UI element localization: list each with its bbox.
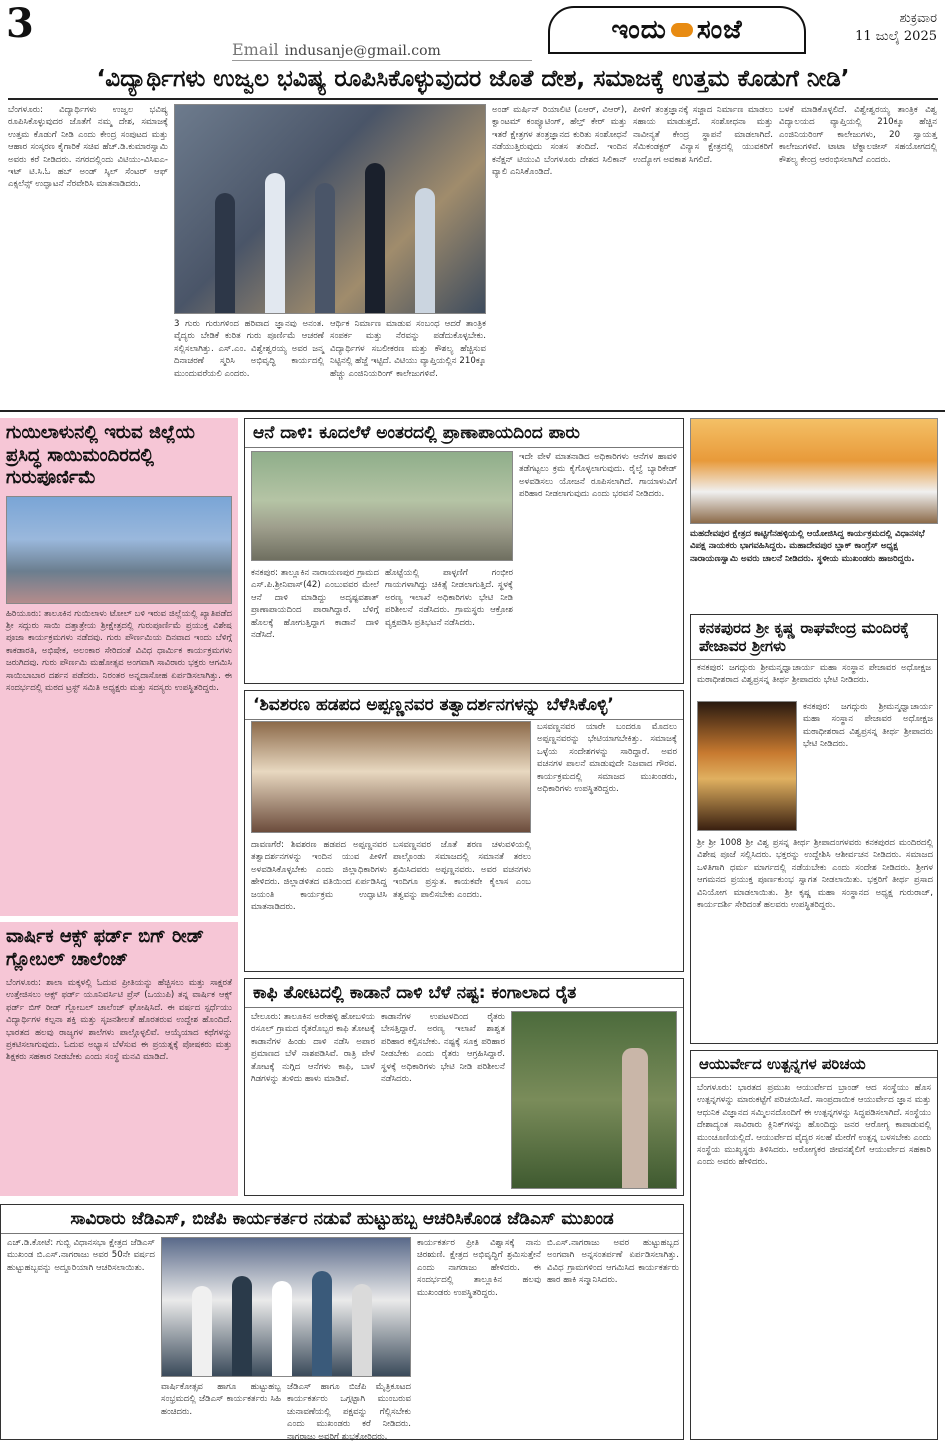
jds-col-4: ಕಾರ್ಯಕರ್ತರ ಪ್ರೀತಿ ವಿಶ್ವಾಸಕ್ಕೆ ನಾನು ಚಿರಋಣಿ. ಕ್ಷೇತ್ರದ ಅಭಿವೃದ್ಧಿಗೆ ಶ್ರಮಿಸುತ್ತೇನೆ ಎಂದು ನಾಗರಾಜು ಹೇಳಿದರು. ಈ ಸಂದರ್ಭದಲ್ಲಿ ತಾಲ್ಲೂಕಿನ ಹಲವು ಮುಖಂಡರು ಉಪಸ್ಥಿತರಿದ್ದರು.: [417, 1238, 541, 1298]
kanakapura-story: [690, 614, 938, 1044]
elephant-col-3: ಇದೇ ವೇಳೆ ಮಾತನಾಡಿದ ಅಧಿಕಾರಿಗಳು ಆನೆಗಳ ಹಾವಳಿ ತಡೆಗಟ್ಟಲು ಕ್ರಮ ಕೈಗೊಳ್ಳಲಾಗುವುದು. ರೈಲ್ವೆ ಬ್ಯಾರಿಕೇಡ್ ಅಳವಡಿಸಲು ಯೋಜನೆ ರೂಪಿಸಲಾಗಿದೆ. ಗಾಯಾಳುವಿಗೆ ಪರಿಹಾರ ನೀಡಲಾಗುವುದು ಎಂದು ಭರವಸೆ ನೀಡಿದರು.: [519, 452, 677, 500]
guru-photo: [6, 496, 232, 604]
lead-col-3: ಆರ್ಥಿಕ ನಿರ್ಮಾಣ ಮಾಡುವ ಸಂಬಂಧ ಆದರೆ ತಾಂತ್ರಿಕ ಸಂಪರ್ಕ ಮತ್ತು ನೆರವನ್ನು ಪಡೆದುಕೊಳ್ಳಬೇಕು. ವಿದ್ಯಾರ್ಥಿಗಳ ಸಬಲೀಕರಣ ಮತ್ತು ಕೌಶಲ್ಯ ಹೆಚ್ಚಿಸುವ ನಿಟ್ಟಿನಲ್ಲಿ ಹೆಜ್ಜೆ ಇಟ್ಟಿದೆ. ವಿಟಿಯು ವ್ಯಾಪ್ತಿಯಲ್ಲಿನ 210ಕ್ಕೂ ಹೆಚ್ಚು ಎಂಜಿನಿಯರಿಂಗ್ ಕಾಲೇಜುಗಳಿವೆ.: [330, 319, 486, 379]
shivasharana-headline: ‘ಶಿವಶರಣ ಹಡಪದ ಅಪ್ಪಣ್ಣನವರ ತತ್ವಾದರ್ಶನಗಳನ್ನು ಬೆಳೆಸಿಕೊಳ್ಳಿ’: [245, 691, 683, 720]
page-number: 3: [6, 0, 34, 47]
kanakapura-headline: ಕನಕಪುರದ ಶ್ರೀ ಕೃಷ್ಣ ರಾಘವೇಂದ್ರ ಮಂದಿರಕ್ಕೆ ಪೇಜಾವರ ಶ್ರೀಗಳು: [691, 615, 937, 660]
sun-icon: [671, 23, 693, 37]
jds-col-2: ವಾರ್ಷಿಕೋತ್ಸವ ಹಾಗೂ ಹುಟ್ಟುಹಬ್ಬ ಸಂಭ್ರಮದಲ್ಲಿ ಜೆಡಿಎಸ್ ಕಾರ್ಯಕರ್ತರು ಸಿಹಿ ಹಂಚಿದರು.: [161, 1382, 281, 1417]
masthead-rule: [232, 60, 532, 61]
coffee-col-2: ಕಾಡಾನೆಗಳ ಉಪಟಳದಿಂದ ರೈತರು ಬೇಸತ್ತಿದ್ದಾರೆ. ಅರಣ್ಯ ಇಲಾಖೆ ಶಾಶ್ವತ ಪರಿಹಾರ ಕಲ್ಪಿಸಬೇಕು. ನಷ್ಟಕ್ಕೆ ಸೂಕ್ತ ಪರಿಹಾರ ನೀಡಬೇಕು ಎಂದು ರೈತರು ಆಗ್ರಹಿಸಿದ್ದಾರೆ. ಸ್ಥಳಕ್ಕೆ ಅಧಿಕಾರಿಗಳು ಭೇಟಿ ನೀಡಿ ಪರಿಶೀಲನೆ ನಡೆಸಿದರು.: [381, 1012, 505, 1085]
congress-caption: ಮಹದೇವಪುರ ಕ್ಷೇತ್ರದ ಕಾಟ್ಟಿಗೆನಹಳ್ಳಿಯಲ್ಲಿ ಆಯೋಜಿಸಿದ್ದ ಕಾರ್ಯಕ್ರಮದಲ್ಲಿ ವಿಧಾನಸಭೆ ವಿಪಕ್ಷ ನಾಯಕರು ಭಾಗವಹಿಸಿದ್ದರು. ಮಹಾದೇವಪುರ ಬ್ಲಾಕ್ ಕಾಂಗ್ರೆಸ್ ಅಧ್ಯಕ್ಷ ನಾರಾಯಣಸ್ವಾಮಿ ಅವರು ಚಾಲನೆ ನೀಡಿದರು. ಸ್ಥಳೀಯ ಮುಖಂಡರು ಹಾಜರಿದ್ದರು.: [690, 529, 925, 564]
kanakapura-intro: ಕನಕಪುರ: ಜಗದ್ಗುರು ಶ್ರೀಮನ್ಮಧ್ವಾಚಾರ್ಯ ಮಹಾ ಸಂಸ್ಥಾನ ಪೇಜಾವರ ಅಧೋಕ್ಷಜ ಮಠಾಧೀಶರಾದ ವಿಶ್ವಪ್ರಸನ್ನ ತೀರ್ಥ ಶ್ರೀಪಾದರು ಭೇಟಿ ನೀಡಿದರು.: [697, 663, 931, 686]
brand-left: ಇಂದು: [611, 14, 667, 45]
kanakapura-body: ಶ್ರೀ ಶ್ರೀ 1008 ಶ್ರೀ ವಿಶ್ವ ಪ್ರಸನ್ನ ತೀರ್ಥ ಶ್ರೀಪಾದಂಗಳವರು ಕನಕಪುರದ ಮಂದಿರದಲ್ಲಿ ವಿಶೇಷ ಪೂಜೆ ಸಲ್ಲಿಸಿದರು. ಭಕ್ತರನ್ನು ಉದ್ದೇಶಿಸಿ ಆಶೀರ್ವಚನ ನೀಡಿದರು. ಸಮಾಜದ ಒಳಿತಿಗಾಗಿ ಧರ್ಮ ಮಾರ್ಗದಲ್ಲಿ ನಡೆಯಬೇಕು ಎಂದು ಸಂದೇಶ ನೀಡಿದರು. ಶ್ರೀಗಳ ಆಗಮನದ ಪ್ರಯುಕ್ತ ಪೂರ್ಣಕುಂಭ ಸ್ವಾಗತ ನೀಡಲಾಯಿತು. ಭಕ್ತರಿಗೆ ತೀರ್ಥ ಪ್ರಸಾದ ವಿನಿಯೋಗ ಮಾಡಲಾಯಿತು. ಶ್ರೀ ಕೃಷ್ಣ ಮಹಾ ಸಂಸ್ಥಾನದ ಅಧ್ಯಕ್ಷ ಗುರುರಾಜ್, ಕಾರ್ಯದರ್ಶಿ ಸೇರಿದಂತೆ ಹಲವರು ಉಪಸ್ಥಿತರಿದ್ದರು.: [697, 838, 933, 911]
oxford-body: ಬೆಂಗಳೂರು: ಶಾಲಾ ಮಕ್ಕಳಲ್ಲಿ ಓದುವ ಪ್ರೀತಿಯನ್ನು ಹೆಚ್ಚಿಸಲು ಮತ್ತು ಸಾಕ್ಷರತೆ ಉತ್ತೇಜಿಸಲು ಆಕ್ಸ್ ಫರ್ಡ್ ಯೂನಿವರ್ಸಿಟಿ ಪ್ರೆಸ್ (ಒಯುಪಿ) ತನ್ನ ವಾರ್ಷಿಕ ಆಕ್ಸ್ ಫರ್ಡ್ ಬಿಗ್ ರೀಡ್ ಗ್ಲೋಬಲ್ ಚಾಲೆಂಜ್ ಘೋಷಿಸಿದೆ. ಈ ವರ್ಷದ ಸ್ಪರ್ಧೆಯು ವಿದ್ಯಾರ್ಥಿಗಳ ಕಲ್ಪನಾ ಶಕ್ತಿ ಮತ್ತು ಸೃಜನಶೀಲತೆ ಹೊರತರುವ ಉದ್ದೇಶ ಹೊಂದಿದೆ. ಭಾರತದ ಹಲವು ರಾಜ್ಯಗಳ ಶಾಲೆಗಳು ಪಾಲ್ಗೊಳ್ಳಲಿವೆ. ಆಯ್ಕೆಯಾದ ಕಥೆಗಳನ್ನು ಪ್ರಕಟಿಸಲಾಗುವುದು. ಓದುವ ಅಭ್ಯಾಸ ಬೆಳೆಸುವ ಈ ಪ್ರಯತ್ನಕ್ಕೆ ಪೋಷಕರು ಮತ್ತು ಶಿಕ್ಷಕರು ಸಹಕಾರ ನೀಡಬೇಕು ಎಂದು ಸಂಸ್ಥೆ ಮನವಿ ಮಾಡಿದೆ.: [6, 978, 232, 1063]
ayurveda-body: ಬೆಂಗಳೂರು: ಭಾರತದ ಪ್ರಮುಖ ಆಯುರ್ವೇದ ಬ್ರಾಂಡ್ ಆದ ಸಂಸ್ಥೆಯು ಹೊಸ ಉತ್ಪನ್ನಗಳನ್ನು ಮಾರುಕಟ್ಟೆಗೆ ಪರಿಚಯಿಸಿದೆ. ಸಾಂಪ್ರದಾಯಿಕ ಆಯುರ್ವೇದ ಜ್ಞಾನ ಮತ್ತು ಆಧುನಿಕ ವಿಜ್ಞಾನದ ಸಮ್ಮಿಲನದೊಂದಿಗೆ ಈ ಉತ್ಪನ್ನಗಳನ್ನು ಸಿದ್ಧಪಡಿಸಲಾಗಿದೆ. ಸಂಸ್ಥೆಯು ದೇಶಾದ್ಯಂತ ಸಾವಿರಾರು ಕ್ಲಿನಿಕ್‌ಗಳನ್ನು ಹೊಂದಿದ್ದು ಜನರ ಆರೋಗ್ಯ ಕಾಪಾಡುವಲ್ಲಿ ಮುಂಚೂಣಿಯಲ್ಲಿದೆ. ಆಯುರ್ವೇದ ವೈದ್ಯರ ಸಲಹೆ ಮೇರೆಗೆ ಉತ್ಪನ್ನ ಬಳಸಬೇಕು ಎಂದು ಸಂಸ್ಥೆಯ ಮುಖ್ಯಸ್ಥರು ತಿಳಿಸಿದರು. ಆರೋಗ್ಯಕರ ಜೀವನಶೈಲಿಗೆ ಆಯುರ್ವೇದ ಸಹಕಾರಿ ಎಂದು ಅವರು ಹೇಳಿದರು.: [697, 1083, 931, 1168]
lead-bottom-rule: [0, 410, 945, 412]
coffee-story: [244, 978, 684, 1196]
ayurveda-headline: ಆಯುರ್ವೇದ ಉತ್ಪನ್ನಗಳ ಪರಿಚಯ: [691, 1051, 937, 1078]
shivasharana-col-2: ಬಸವಣ್ಣನವರ ಜೊತೆ ಶರಣ ಚಳುವಳಿಯಲ್ಲಿ ಪಾಲ್ಗೊಂಡು ಸಮಾಜದಲ್ಲಿ ಸಮಾನತೆ ತರಲು ಶ್ರಮಿಸಿದವರು ಅಪ್ಪಣ್ಣನವರು. ಅವರ ವಚನಗಳು ಇಂದಿಗೂ ಪ್ರಸ್ತುತ. ಕಾಯಕವೇ ಕೈಲಾಸ ಎಂಬ ತತ್ವವನ್ನು ಪಾಲಿಸಬೇಕು ಎಂದರು.: [393, 840, 531, 900]
lead-col-1: ಬೆಂಗಳೂರು: ವಿದ್ಯಾರ್ಥಿಗಳು ಉಜ್ವಲ ಭವಿಷ್ಯ ರೂಪಿಸಿಕೊಳ್ಳುವುದರ ಜೊತೆಗೆ ನಮ್ಮ ದೇಶ, ಸಮಾಜಕ್ಕೆ ಉತ್ತಮ ಕೊಡುಗೆ ನೀಡಿ ಎಂದು ಕೇಂದ್ರ ಸಂಪುಟದ ಮತ್ತು ಆಹಾರ ಸಂಸ್ಕರಣ ಕೈಗಾರಿಕೆ ಸಚಿವ ಹೆಚ್.ಡಿ.ಕುಮಾರಸ್ವಾಮಿ ಅವರು ಕರೆ ನೀಡಿದರು. ನಗರದಲ್ಲಿಂದು ವಿಟಿಯು-ವಿಸಿಐಎ-ಇಟ್ ಟಿ.ಸಿ.ಓ ಹಬ್ ಅಂಡ್ ಸ್ಕಿಲ್ ಸೆಂಟರ್ ಆಫ್ ಎಕ್ಸಲೆನ್ಸ್ ಉದ್ಘಾಟನೆ ನೆರವೇರಿಸಿ ಮಾತನಾಡಿದರು.: [8, 105, 168, 190]
shivasharana-col-1: ದಾವಣಗೆರೆ: ಶಿವಶರಣ ಹಡಪದ ಅಪ್ಪಣ್ಣನವರ ತತ್ವಾದರ್ಶನಗಳನ್ನು ಇಂದಿನ ಯುವ ಪೀಳಿಗೆ ಅಳವಡಿಸಿಕೊಳ್ಳಬೇಕು ಎಂದು ಜಿಲ್ಲಾಧಿಕಾರಿಗಳು ಹೇಳಿದರು. ಜಿಲ್ಲಾಡಳಿತದ ವತಿಯಿಂದ ಏರ್ಪಡಿಸಿದ್ದ ಜಯಂತಿ ಕಾರ್ಯಕ್ರಮ ಉದ್ಘಾಟಿಸಿ ಮಾತನಾಡಿದರು.: [251, 840, 387, 913]
issue-date-text: 11 ಜುಲೈ 2025: [855, 29, 937, 44]
elephant-col-2: ಹೊಟ್ಟೆಯಲ್ಲಿ ಪಾಳ್ಳಣಿಗೆ ಗಂಭೀರ ಗಾಯಗಳಾಗಿದ್ದು ಚಿಕಿತ್ಸೆ ನೀಡಲಾಗುತ್ತಿದೆ. ಸ್ಥಳಕ್ಕೆ ಅರಣ್ಯ ಇಲಾಖೆ ಅಧಿಕಾರಿಗಳು ಭೇಟಿ ನೀಡಿ ಪರಿಶೀಲನೆ ನಡೆಸಿದರು. ಗ್ರಾಮಸ್ಥರು ಆಕ್ರೋಶ ವ್ಯಕ್ತಪಡಿಸಿ ಪ್ರತಿಭಟನೆ ನಡೆಸಿದರು.: [385, 568, 513, 628]
email-line: [232, 40, 441, 59]
kanakapura-photo: [697, 701, 797, 831]
elephant-col-1: ಕನಕಪುರ: ತಾಲ್ಲೂಕಿನ ನಾರಾಯಣಪುರ ಗ್ರಾಮದ ಎಸ್.ಪಿ.ಶ್ರೀನಿವಾಸ್(42) ಎಂಬುವವರ ಮೇಲೆ ಆನೆ ದಾಳಿ ಮಾಡಿದ್ದು ಅದೃಷ್ಟವಶಾತ್ ಪ್ರಾಣಾಪಾಯದಿಂದ ಪಾರಾಗಿದ್ದಾರೆ. ಬೆಳಿಗ್ಗೆ ಹೊಲಕ್ಕೆ ಹೋಗುತ್ತಿದ್ದಾಗ ಕಾಡಾನೆ ದಾಳಿ ನಡೆಸಿದೆ.: [251, 568, 379, 641]
coffee-col-1: ಬೇಲೂರು: ತಾಲೂಕಿನ ಅರೇಹಳ್ಳಿ ಹೋಬಳಿಯ ರಸೂಲ್ ಗ್ರಾಮದ ರೈತರೊಬ್ಬರ ಕಾಫಿ ತೋಟಕ್ಕೆ ಕಾಡಾನೆಗಳ ಹಿಂಡು ದಾಳಿ ನಡೆಸಿ ಅಪಾರ ಪ್ರಮಾಣದ ಬೆಳೆ ನಾಶಪಡಿಸಿವೆ. ರಾತ್ರಿ ವೇಳೆ ತೋಟಕ್ಕೆ ನುಗ್ಗಿದ ಆನೆಗಳು ಕಾಫಿ, ಬಾಳೆ ಗಿಡಗಳನ್ನು ತುಳಿದು ಹಾಳು ಮಾಡಿವೆ.: [251, 1012, 375, 1085]
shivasharana-col-3: ಬಸವಣ್ಣನವರ ಯಾರೇ ಬಂದರೂ ಮೊದಲು ಅಪ್ಪಣ್ಣನವರನ್ನು ಭೇಟಿಯಾಗಬೇಕಿತ್ತು. ಸಮಾಜಕ್ಕೆ ಒಳ್ಳೆಯ ಸಂದೇಶಗಳನ್ನು ಸಾರಿದ್ದಾರೆ. ಅವರ ವಚನಗಳ ಪಾಲನೆ ಮಾಡುವುದೇ ನಿಜವಾದ ಗೌರವ. ಕಾರ್ಯಕ್ರಮದಲ್ಲಿ ಸಮಾಜದ ಮುಖಂಡರು, ಅಧಿಕಾರಿಗಳು ಉಪಸ್ಥಿತರಿದ್ದರು.: [537, 722, 677, 795]
brand-right: ಸಂಜೆ: [696, 14, 743, 45]
jds-photo: [161, 1237, 411, 1377]
lead-photo: [174, 104, 486, 314]
elephant-story: [244, 418, 684, 684]
kanakapura-body-top: ಕನಕಪುರ: ಜಗದ್ಗುರು ಶ್ರೀಮನ್ಮಧ್ವಾಚಾರ್ಯ ಮಹಾ ಸಂಸ್ಥಾನ ಪೇಜಾವರ ಅಧೋಕ್ಷಜ ಮಠಾಧೀಶರಾದ ವಿಶ್ವಪ್ರಸನ್ನ ತೀರ್ಥ ಶ್ರೀಪಾದರು ಭೇಟಿ ನೀಡಿದರು.: [803, 702, 933, 750]
ayurveda-story: [690, 1050, 938, 1440]
lead-col-5: ಪೀಳಿಗೆ ತಂತ್ರಜ್ಞಾನಕ್ಕೆ ಸಜ್ಜಾದ ನಿರ್ಮಾಣ ಮಾಡಲು ಸಹಾಯ ಮಾಡುತ್ತದೆ. ಸಂಶೋಧನಾ ಮತ್ತು ನಾವೀನ್ಯತೆ ಕೇಂದ್ರ ಸ್ಥಾಪನೆ ಮಾಡಲಾಗಿದೆ. ಸೆಮಿಕಂಡಕ್ಟರ್ ವಿನ್ಯಾಸ ಕ್ಷೇತ್ರದಲ್ಲಿ ಯುವಕರಿಗೆ ಉದ್ಯೋಗ ಅವಕಾಶ ಸಿಗಲಿದೆ.: [633, 105, 773, 165]
shivasharana-photo: [251, 721, 531, 833]
lead-col-4: ಅಂಡ್ ಮರ್ಷಿನ್ ರಿಯಾಲಿಟಿ (ಎಆರ್, ವಿಆರ್), ಕ್ವಾಂಟಮ್ ಕಂಪ್ಯೂಟಿಂಗ್, ಹೆಲ್ತ್ ಕೇರ್ ಮತ್ತು ಇತರೆ ಕ್ಷೇತ್ರಗಳ ತಂತ್ರಜ್ಞಾನದ ಕುರಿತು ಸಂಶೋಧನೆ ನಡೆಯುತ್ತಿರುವುದು ಸಂತಸ ತಂದಿದೆ. ಇಂದಿನ ಕನೆಕ್ಷನ್ ಟಿಯುವಿ ಬೆಂಗಳೂರು ದೇಶದ ಸಿಲಿಕಾನ್ ವ್ಯಾಲಿ ಎನಿಸಿಕೊಂಡಿದೆ.: [492, 105, 627, 178]
issue-day: ಶುಕ್ರವಾರ: [899, 11, 937, 26]
shivasharana-story: [244, 690, 684, 972]
lead-headline: ‘ವಿದ್ಯಾರ್ಥಿಗಳು ಉಜ್ವಲ ಭವಿಷ್ಯ ರೂಪಿಸಿಕೊಳ್ಳುವುದರ ಜೊತೆ ದೇಶ, ಸಮಾಜಕ್ಕೆ ಉತ್ತಮ ಕೊಡುಗೆ ನೀಡಿ’: [8, 66, 938, 100]
jds-headline: ಸಾವಿರಾರು ಜೆಡಿಎಸ್, ಬಿಜೆಪಿ ಕಾರ್ಯಕರ್ತರ ನಡುವೆ ಹುಟ್ಟುಹಬ್ಬ ಆಚರಿಸಿಕೊಂಡ ಜೆಡಿಎಸ್ ಮುಖಂಡ: [1, 1205, 683, 1234]
newspaper-logo: [548, 6, 806, 54]
email-label: Email: [232, 40, 279, 59]
coffee-headline: ಕಾಫಿ ತೋಟದಲ್ಲಿ ಕಾಡಾನೆ ದಾಳಿ ಬೆಳೆ ನಷ್ಟ: ಕಂಗಾಲಾದ ರೈತ: [245, 979, 683, 1008]
jds-col-3: ಜೆಡಿಎಸ್ ಹಾಗೂ ಬಿಜೆಪಿ ಮೈತ್ರಿಕೂಟದ ಕಾರ್ಯಕರ್ತರು ಒಗ್ಗಟ್ಟಾಗಿ ಮುಂಬರುವ ಚುನಾವಣೆಯಲ್ಲಿ ಪಕ್ಷವನ್ನು ಗೆಲ್ಲಿಸಬೇಕು ಎಂದು ಮುಖಂಡರು ಕರೆ ನೀಡಿದರು. ನಾಗರಾಜು ಅವರಿಗೆ ಶುಭಕೋರಿದರು.: [287, 1382, 411, 1442]
congress-photo: [690, 418, 938, 524]
issue-date: [812, 10, 937, 46]
jds-col-5: ಬಿ.ಎಸ್.ನಾಗರಾಜು ಅವರ ಹುಟ್ಟುಹಬ್ಬದ ಅಂಗವಾಗಿ ಅನ್ನಸಂತರ್ಪಣೆ ಏರ್ಪಡಿಸಲಾಗಿತ್ತು. ವಿವಿಧ ಗ್ರಾಮಗಳಿಂದ ಆಗಮಿಸಿದ ಕಾರ್ಯಕರ್ತರು ಹಾರ ಹಾಕಿ ಸನ್ಮಾನಿಸಿದರು.: [547, 1238, 679, 1286]
oxford-story: [0, 922, 238, 1196]
lead-col-6: ಬಳಕೆ ಮಾಡಿಕೊಳ್ಳಲಿದೆ. ವಿಶ್ವೇಶ್ವರಯ್ಯ ತಾಂತ್ರಿಕ ವಿಶ್ವ ವಿದ್ಯಾಲಯದ ವ್ಯಾಪ್ತಿಯಲ್ಲಿ 210ಕ್ಕೂ ಹೆಚ್ಚಿನ ಎಂಜಿನಿಯರಿಂಗ್ ಕಾಲೇಜುಗಳು, 20 ಸ್ವಾಯತ್ತ ಕಾಲೇಜುಗಳಿವೆ. ಟಾಟಾ ಟೆಕ್ನಾಲಜೀಸ್ ಸಹಯೋಗದಲ್ಲಿ ಕೌಶಲ್ಯ ಕೇಂದ್ರ ಆರಂಭಿಸಲಾಗಿದೆ ಎಂದರು.: [779, 105, 937, 165]
jds-col-1: ಎಚ್.ಡಿ.ಕೋಟೆ: ಗುಬ್ಬಿ ವಿಧಾನಸಭಾ ಕ್ಷೇತ್ರದ ಜೆಡಿಎಸ್ ಮುಖಂಡ ಬಿ.ಎಸ್.ನಾಗರಾಜು ಅವರ 50ನೇ ವರ್ಷದ ಹುಟ್ಟುಹಬ್ಬವನ್ನು ಅದ್ದೂರಿಯಾಗಿ ಆಚರಿಸಲಾಯಿತು.: [7, 1238, 155, 1273]
guru-body: ಹಿರಿಯೂರು: ತಾಲೂಕಿನ ಗುಯಿಲಾಳು ಟೋಲ್ ಬಳಿ ಇರುವ ಜಿಲ್ಲೆಯಲ್ಲಿ ಖ್ಯಾತಿಪಡೆದ ಶ್ರೀ ಸದ್ಗುರು ಸಾಯಿ ದತ್ತಾತ್ರೇಯ ಶ್ರೀಕ್ಷೇತ್ರದಲ್ಲಿ ಗುರುಪೂರ್ಣಿಮೆ ಪ್ರಯುಕ್ತ ವಿಶೇಷ ಪೂಜಾ ಕಾರ್ಯಕ್ರಮಗಳು ನಡೆದವು. ಗುರು ಪೌರ್ಣಮಿಯ ದಿನವಾದ ಇಂದು ಬೆಳಿಗ್ಗೆ ಕಾಕಡಾರತಿ, ಅಭಿಷೇಕ, ಅಲಂಕಾರ ಸೇರಿದಂತೆ ವಿವಿಧ ಧಾರ್ಮಿಕ ಕಾರ್ಯಕ್ರಮಗಳು ಜರುಗಿದವು. ಗುರು ಪೌರ್ಣಮಿ ಮಹೋತ್ಸವ ಅಂಗವಾಗಿ ಸಾವಿರಾರು ಭಕ್ತರು ಆಗಮಿಸಿ ಸಾಯಿಬಾಬಾರ ದರ್ಶನ ಪಡೆದರು. ನಿರಂತರ ಅನ್ನದಾಸೋಹ ಏರ್ಪಡಿಸಲಾಗಿತ್ತು. ಈ ಸಂದರ್ಭದಲ್ಲಿ ಮಠದ ಟ್ರಸ್ಟ್ ಸಮಿತಿ ಅಧ್ಯಕ್ಷರು ಮತ್ತು ಸದಸ್ಯರು ಉಪಸ್ಥಿತರಿದ್ದರು.: [6, 608, 232, 693]
lead-col-2: 3 ಗುರು ಗುರುಗಳಿಂದ ಹರಿವಾದ ಜ್ಞಾನವು ಅನಂತ. ವೈದ್ಯರು ಬೇಡಿಕೆ ಕುರಿತ ಗುರು ಪೂರ್ಣಿಮೆ ಆಚರಣೆ ಸಲ್ಲಿಸಲಾಗಿತ್ತು. ಎಸ್.ಎಂ. ವಿಶ್ವೇಶ್ವರಯ್ಯ ಅವರ ಜನ್ಮ ದಿನಾಚರಣೆ ಸ್ಮರಿಸಿ ಅಭಿವೃದ್ಧಿ ಕಾರ್ಯದಲ್ಲಿ ಮುಂದುವರೆಯಲಿ ಎಂದರು.: [174, 319, 324, 379]
elephant-photo: [251, 451, 513, 561]
email-address[interactable]: indusanje@gmail.com: [284, 43, 441, 59]
guru-headline: ಗುಯಿಲಾಳುನಲ್ಲಿ ಇರುವ ಜಿಲ್ಲೆಯ ಪ್ರಸಿದ್ಧ ಸಾಯಿಮಂದಿರದಲ್ಲಿ ಗುರುಪೂರ್ಣಿಮೆ: [6, 422, 195, 488]
oxford-headline: ವಾರ್ಷಿಕ ಆಕ್ಸ್ ಫರ್ಡ್ ಬಿಗ್ ರೀಡ್ ಗ್ಲೋಬಲ್ ಚಾಲೆಂಜ್: [6, 926, 204, 970]
elephant-headline: ಆನೆ ದಾಳಿ: ಕೂದಲೆಳೆ ಅಂತರದಲ್ಲಿ ಪ್ರಾಣಾಪಾಯದಿಂದ ಪಾರು: [245, 419, 683, 448]
guru-story: [0, 418, 238, 916]
congress-story: [690, 418, 938, 606]
coffee-photo: [511, 1011, 677, 1189]
jds-story: [0, 1204, 684, 1440]
